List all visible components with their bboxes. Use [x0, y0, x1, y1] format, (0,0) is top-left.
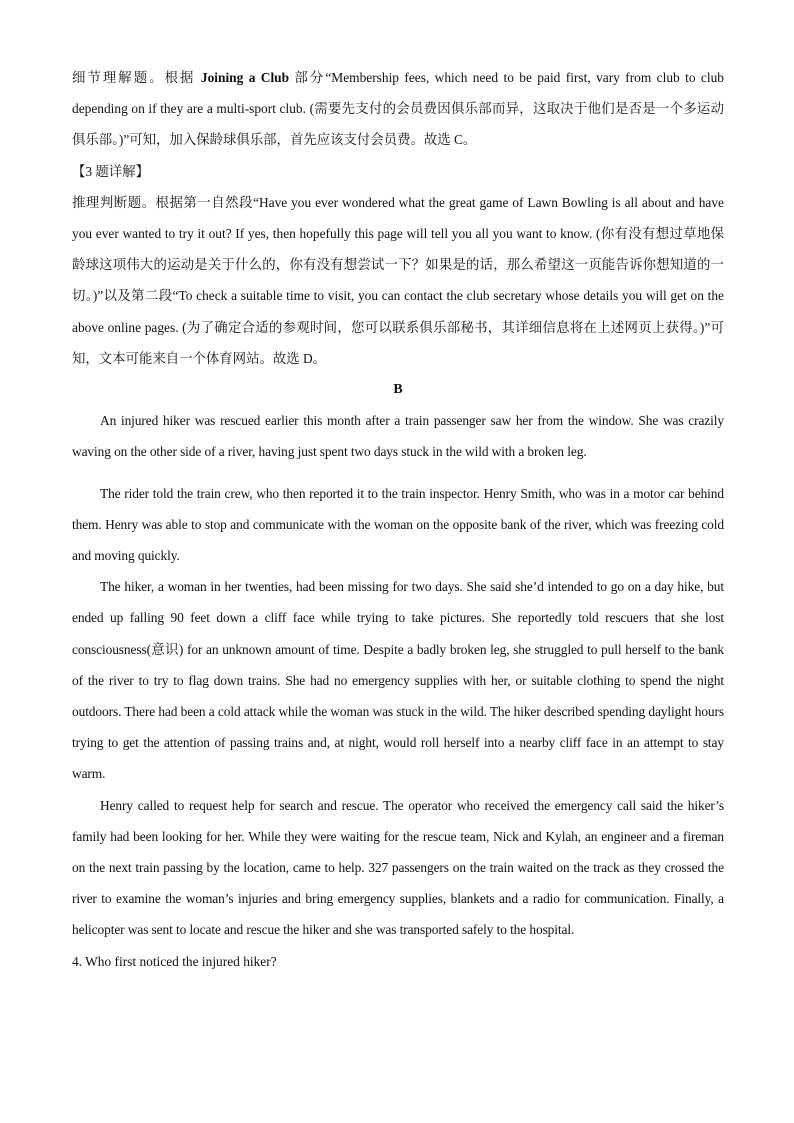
passage-b-paragraph-1: An injured hiker was rescued earlier this month after a train passenger saw her from the window. She was crazily waving on the other side of a river, having just spent two days stuck in the wild with a broken leg. [72, 413, 724, 460]
explanation-text-prefix: 细节理解题。根据 [72, 70, 201, 85]
question-4: 4. Who first noticed the injured hiker? [72, 953, 277, 969]
section-name-bold: Joining a Club [200, 70, 290, 85]
explanation-paragraph-3: 推理判断题。根据第一自然段“Have you ever wondered what the great game of Lawn Bowling is all about and have you ever wanted to try it out? If yes, then hopefully this page will tell you all you want to know. (你有没有想过草地保龄球这项伟大的运动是关于什么的，你有没有想尝试一下？如果是的话，那么希望这一页能告诉你想知道的一切。)”以及第二段“To check a suitable time to visit, you can contact the club secretary whose details you will get on the above online pages. (为了确定合适的参观时间，您可以联系俱乐部秘书，其详细信息将在上述网页上获得。)”可知，文本可能来自一个体育网站。故选 D。 [72, 194, 724, 366]
question-3-heading: 【3 题详解】 [72, 163, 149, 179]
passage-b-paragraph-3: The hiker, a woman in her twenties, had been missing for two days. She said she’d intended to go on a day hike, but ended up falling 90 feet down a cliff face while trying to take pictures. She reportedly told rescuers that she lost consciousness(意识) for an unknown amount of time. Despite a badly broken leg, she struggled to pull herself to the bank of the river to try to flag down trains. She had no emergency supplies with her, or suitable clothing to spend the night outdoors. There had been a cold attack while the woman was stuck in the wild. The hiker described spending daylight hours trying to get the attention of passing trains and, at night, would roll herself into a nearby cliff face in an attempt to stay warm. [72, 579, 724, 782]
passage-b-title: B [393, 382, 403, 398]
explanation-paragraph-2 [72, 62, 724, 156]
document-page [72, 62, 724, 977]
explanation-text-rest: 部分“Membership fees, which need to be paid first, vary from club to club depending on if they are a multi-sport club. (需要先支付的会员费因俱乐部而异，这取决于他们是否是一个多运动俱乐部。)”可知，加入保龄球俱乐部，首先应该支付会员费。故选 C。 [72, 70, 724, 148]
passage-b-paragraph-2: The rider told the train crew, who then reported it to the train inspector. Henry Smith, who was in a motor car behind them. Henry was able to stop and communicate with the woman on the opposite bank of the river, which was freezing cold and moving quickly. [72, 485, 724, 564]
passage-b-paragraph-4: Henry called to request help for search and rescue. The operator who received the emergency call said the hiker’s family had been looking for her. While they were waiting for the rescue team, Nick and Kylah, an engineer and a fireman on the next train passing by the location, came to help. 327 passengers on the train waited on the track as they crossed the river to examine the woman’s injuries and bring emergency supplies, blankets and a radio for communication. Finally, a helicopter was sent to locate and rescue the hiker and she was transported safely to the hospital. [72, 797, 724, 938]
